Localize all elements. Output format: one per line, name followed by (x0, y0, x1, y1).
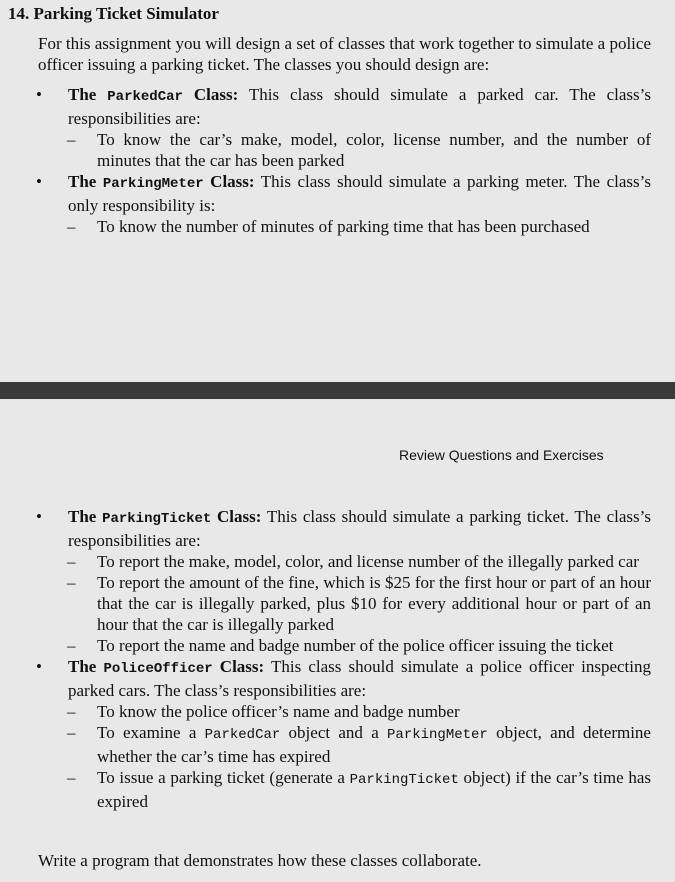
class-code-name: ParkedCar (107, 89, 183, 105)
sub-dash: – (67, 723, 76, 742)
responsibility-item (0, 767, 651, 812)
class-policeofficer (0, 656, 651, 701)
responsibility-text: object) if the car’s time has expired (97, 768, 651, 811)
sub-dash: – (67, 636, 76, 655)
responsibility-item (0, 129, 651, 171)
responsibility-item (0, 635, 651, 656)
sub-dash: – (67, 573, 76, 592)
class-lead: The (68, 172, 103, 191)
bullet-dot: • (36, 172, 42, 191)
intro-paragraph: For this assignment you will design a set of classes that work together to simulate a police officer issuing a parking ticket. The classes you should design are: (38, 34, 651, 74)
responsibility-text: To know the car’s make, model, color, license number, and the number of minutes that the car has been parked (97, 130, 651, 170)
inline-code: ParkingTicket (349, 772, 459, 788)
responsibility-item (0, 701, 651, 722)
bullet-dot: • (36, 507, 42, 526)
responsibility-text: To report the make, model, color, and license number of the illegally parked car (97, 552, 639, 571)
page-divider (0, 382, 675, 399)
responsibility-text: To issue a parking ticket (generate a (97, 768, 350, 787)
class-code-name: PoliceOfficer (103, 661, 213, 677)
responsibility-text: To examine a (97, 723, 205, 742)
sub-dash: – (67, 552, 76, 571)
sub-dash: – (67, 768, 76, 787)
closing-instruction: Write a program that demonstrates how these classes collaborate. (38, 851, 482, 870)
responsibility-text: To know the number of minutes of parking time that has been purchased (97, 217, 590, 236)
sub-dash: – (67, 702, 76, 721)
class-label: Class: (203, 172, 255, 191)
class-code-name: ParkingMeter (102, 176, 204, 192)
bullet-dot: • (36, 657, 42, 676)
class-description: This class should simulate a parking ticket. The class’s responsibilities are: (68, 507, 651, 550)
inline-code: ParkingMeter (387, 727, 488, 743)
responsibility-text: object, and determine whether the car’s time has expired (97, 723, 651, 766)
class-description: This class should simulate a police officer inspecting parked cars. The class’s responsibilities are: (68, 657, 651, 700)
class-list-top (0, 84, 675, 237)
responsibility-item (0, 551, 651, 572)
responsibility-text: To know the police officer’s name and badge number (97, 702, 460, 721)
class-label: Class: (211, 507, 262, 526)
exercise-heading: 14. Parking Ticket Simulator (8, 4, 219, 23)
inline-code: ParkedCar (204, 727, 281, 743)
class-list-bottom (0, 506, 675, 812)
responsibility-item (0, 572, 651, 635)
responsibility-text: To report the name and badge number of the police officer issuing the ticket (97, 636, 614, 655)
class-lead: The (68, 657, 104, 676)
page-top (0, 0, 675, 382)
class-lead: The (68, 85, 108, 104)
bullet-dot: • (36, 85, 42, 104)
class-lead: The (68, 507, 103, 526)
sub-dash: – (67, 130, 76, 149)
class-label: Class: (212, 657, 265, 676)
class-description: This class should simulate a parking meter. The class’s only responsibility is: (68, 172, 651, 215)
class-description: This class should simulate a parked car. The class’s responsibilities are: (68, 85, 651, 128)
class-parkedcar (0, 84, 651, 129)
responsibility-text: object and a (280, 723, 388, 742)
responsibility-text: To report the amount of the fine, which is $25 for the first hour or part of an hour that the car is illegally parked, plus $10 for every additional hour or part of an hour that the car is illegally parked (97, 573, 651, 634)
class-parkingmeter (0, 171, 651, 216)
page-bottom (0, 399, 675, 882)
sub-dash: – (67, 217, 76, 236)
responsibility-item (0, 216, 651, 237)
class-parkingticket (0, 506, 651, 551)
class-label: Class: (182, 85, 239, 104)
running-head: Review Questions and Exercises (399, 447, 604, 463)
class-code-name: ParkingTicket (102, 511, 212, 527)
responsibility-item (0, 722, 651, 767)
